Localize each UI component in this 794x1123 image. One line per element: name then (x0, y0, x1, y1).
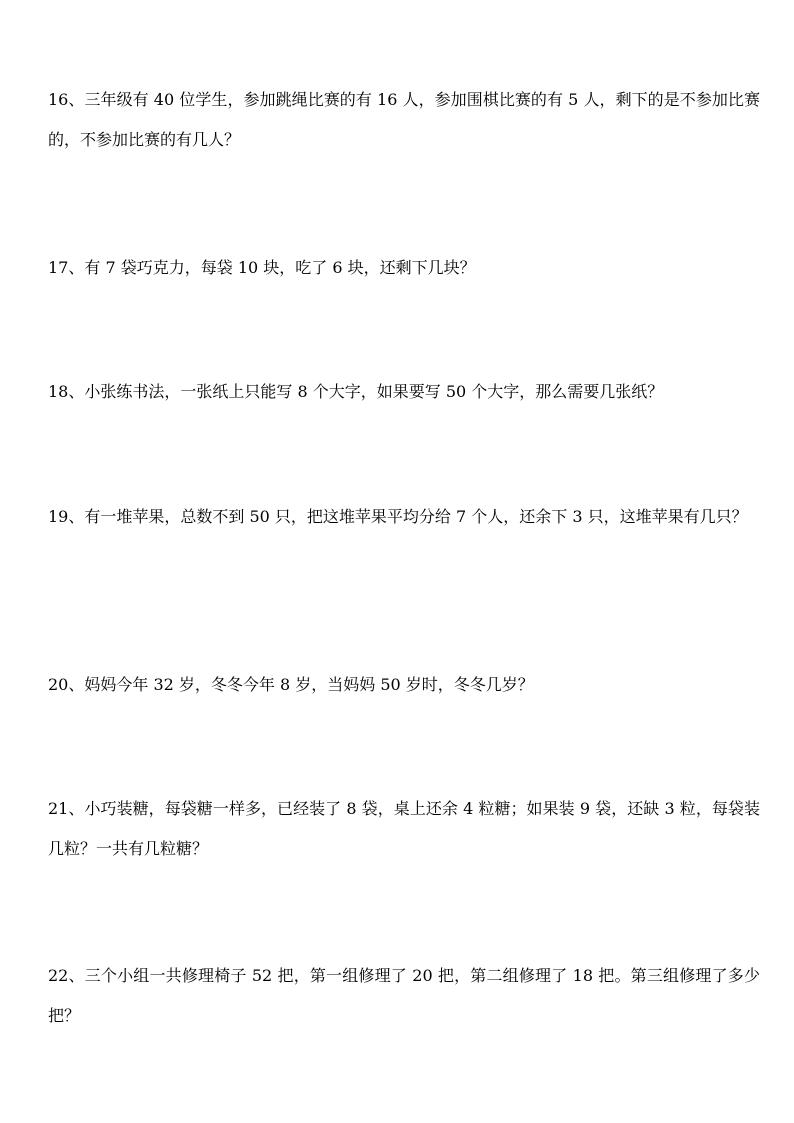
problem-number: 19 (48, 507, 69, 526)
problem-text: 妈妈今年 32 岁，冬冬今年 8 岁，当妈妈 50 岁时，冬冬几岁？ (84, 675, 534, 694)
problem-separator: 、 (68, 675, 85, 694)
problem-number: 18 (48, 382, 69, 401)
problem-number: 22 (48, 966, 69, 985)
problem-19 (48, 497, 760, 537)
problem-separator: 、 (68, 382, 85, 401)
problem-number: 21 (48, 799, 69, 818)
problem-number: 17 (48, 258, 69, 277)
problem-17 (48, 248, 760, 288)
problem-text: 三个小组一共修理椅子 52 把，第一组修理了 20 把，第二组修理了 18 把。第三组修理了多少把？ (48, 966, 760, 1025)
problem-18 (48, 372, 760, 412)
problem-20 (48, 665, 760, 705)
problem-separator: 、 (68, 90, 85, 109)
problem-text: 三年级有 40 位学生，参加跳绳比赛的有 16 人，参加围棋比赛的有 5 人，剩下的是不参加比赛的，不参加比赛的有几人？ (48, 90, 760, 149)
problem-separator: 、 (68, 966, 85, 985)
problem-separator: 、 (68, 799, 85, 818)
problem-separator: 、 (68, 258, 85, 277)
problem-16 (48, 80, 760, 160)
problem-separator: 、 (68, 507, 85, 526)
problem-22 (48, 956, 760, 1036)
problem-21 (48, 789, 760, 869)
problem-number: 20 (48, 675, 69, 694)
problem-text: 小张练书法，一张纸上只能写 8 个大字，如果要写 50 个大字，那么需要几张纸？ (84, 382, 664, 401)
problem-number: 16 (48, 90, 69, 109)
problem-text: 小巧装糖，每袋糖一样多，已经装了 8 袋，桌上还余 4 粒糖；如果装 9 袋，还缺 3 粒，每袋装几粒？一共有几粒糖？ (48, 799, 760, 858)
problem-text: 有一堆苹果，总数不到 50 只，把这堆苹果平均分给 7 个人，还余下 3 只，这堆苹果有几只？ (84, 507, 748, 526)
problem-text: 有 7 袋巧克力，每袋 10 块，吃了 6 块，还剩下几块？ (84, 258, 476, 277)
